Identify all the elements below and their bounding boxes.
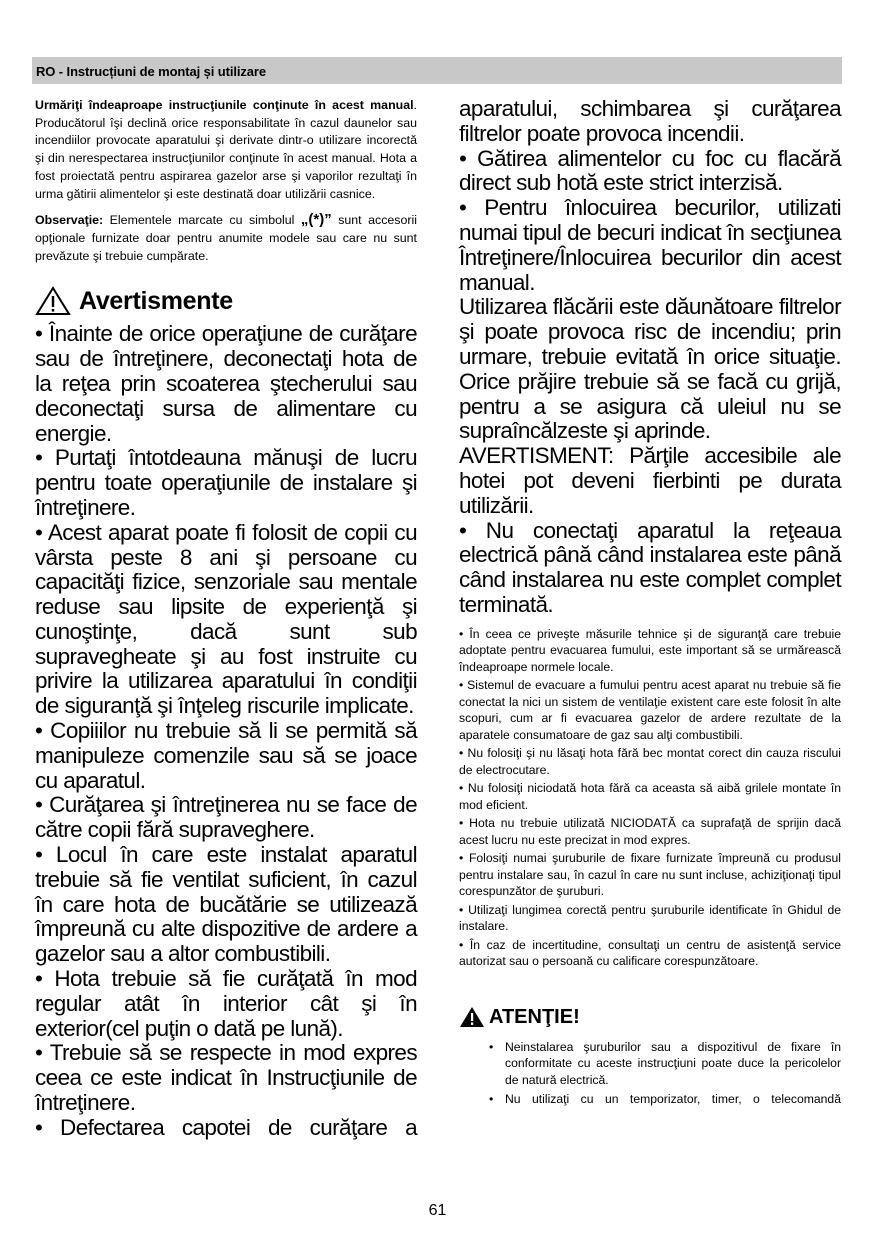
warning-paragraph: • Gătirea alimentelor cu foc cu flacără direct sub hotă este strict interzisă.	[459, 145, 841, 196]
atentie-item: • Nu utilizaţi cu un temporizator, timer, o telecomandă	[505, 1091, 841, 1108]
observation-text-after: sunt accesorii opţionale furnizate doar pentru anumite modele sau care nu sunt prevăzute şi trebuie cumpărate.	[35, 213, 417, 263]
warning-triangle-icon	[35, 286, 71, 316]
warning-paragraph: • Pentru înlocuirea becurilor, utilizati numai tipul de becuri indicat în secţiunea Întreţinere/Înlocuirea becurilor din acest manual.	[459, 195, 841, 295]
observation-paragraph	[35, 211, 417, 265]
intro-paragraph	[35, 97, 417, 203]
page-number: 61	[428, 1202, 447, 1219]
warning-paragraph: • Înainte de orice operaţiune de curăţare sau de întreţinere, deconectaţi hota de la reţea prin scoaterea ştecherului sau deconectaţi sursa de alimentare cu energie.	[35, 321, 417, 446]
observation-text-before: Elementele marcate cu simbolul	[103, 213, 301, 228]
warning-paragraph: • Defectarea capotei de curăţare a	[35, 1114, 417, 1140]
warning-paragraph: aparatului, schimbarea şi curăţarea filtrelor poate provoca incendii.	[459, 96, 841, 146]
atentie-heading	[459, 1006, 841, 1029]
warning-small-paragraph: • Sistemul de evacuare a fumului pentru acest aparat nu trebuie să fie conectat la nici un sistem de ventilaţie existent care este folosit în alte scopuri, cum ar fi evacuarea gazelor de ardere rezultate de la aparatele consumatoare de gaz sau alţi combustibili.	[459, 678, 841, 742]
intro-text: . Producătorul îşi declină orice responsabilitate în cazul daunelor sau incendiilor provocate aparatului şi derivate dintr-o utilizare incorectă şi din nerespectarea instrucţiunilor conţinute în acest manual. Hota a fost proiectată pentru aspirarea gazelor arse şi vaporilor rezultaţi în urma gătirii alimentelor şi este destinată doar utilizării casnice.	[35, 98, 417, 201]
observation-symbol: „(*)”	[300, 211, 332, 229]
warning-paragraph: • Acest aparat poate fi folosit de copii cu vârsta peste 8 ani şi persoane cu capacităţi fizice, senzoriale sau mentale reduse sau lipsite de experienţă şi cunoştinţe, dacă sunt sub supravegheate şi au fost instruite cu privire la utilizarea aparatului în condiţii de siguranţă şi înţeleg riscurile implicate.	[35, 519, 417, 719]
warning-paragraph: • Locul în care este instalat aparatul trebuie să fie ventilat suficient, în cazul în care hota de bucătărie se utilizează împreună cu alte dispozitive de ardere a gazelor sau a altor combustibili.	[35, 842, 417, 967]
warning-small-paragraph: • În caz de incertitudine, consultaţi un centru de asistenţă service autorizat sau o persoană cu calificare corespunzătoare.	[459, 937, 841, 969]
warnings-right-list	[459, 97, 841, 618]
header-title: RO - Instrucțiuni de montaj și utilizare	[36, 64, 267, 79]
warning-small-paragraph: • Nu folosiţi niciodată hota fără ca aceasta să aibă grilele montate în mod eficient.	[459, 781, 841, 812]
warning-small-paragraph: • Utilizaţi lungimea corectă pentru şuruburile identificate în Ghidul de instalare.	[459, 902, 841, 934]
atentie-item: • Neinstalarea şuruburilor sau a dispozitivul de fixare în conformitate cu aceste instrucţiuni poate duce la pericolelor de natură electrică.	[505, 1039, 841, 1089]
warning-small-paragraph: • Hota nu trebuie utilizată NICIODATĂ ca suprafaţă de sprijin dacă acest lucru nu este precizat in mod expres.	[459, 816, 841, 847]
warning-paragraph: AVERTISMENT: Părţile accesibile ale hotei pot deveni fierbinti pe durata utilizării.	[459, 443, 841, 518]
warning-paragraph: • Copiiilor nu trebuie să li se permită să manipuleze comenzile sau să se joace cu aparatul.	[35, 718, 417, 793]
warning-filled-triangle-icon	[459, 1006, 485, 1028]
warning-paragraph: • Curăţarea şi întreţinerea nu se face de către copii fără supraveghere.	[35, 792, 417, 843]
warnings-heading	[35, 286, 417, 316]
right-column	[459, 97, 841, 1110]
warnings-title: Avertismente	[79, 286, 233, 315]
page-header	[32, 57, 842, 84]
observation-label: Observaţie:	[35, 213, 104, 228]
atentie-title: ATENŢIE!	[489, 1005, 580, 1028]
warning-small-paragraph: • Folosiţi numai şuruburile de fixare furnizate împreună cu produsul pentru instalare sau, în cazul în care nu sunt incluse, achiziţionaţi tipul corespunzător de şuruburi.	[459, 851, 841, 899]
atentie-list	[459, 1039, 841, 1108]
warning-paragraph: Utilizarea flăcării este dăunătoare filtrelor şi poate provoca risc de incendiu; prin urmare, trebuie evitată în orice situaţie. Orice prăjire trebuie să se facă cu grijă, pentru a se asigura că uleiul nu se supraîncălzeste şi aprinde.	[459, 294, 841, 444]
intro-bold-lead: Urmăriţi îndeaproape instrucţiunile conţinute în acest manual	[35, 98, 414, 112]
left-column	[35, 97, 417, 1141]
warning-paragraph: • Hota trebuie să fie curăţată în mod regular atât în interior cât şi în exterior(cel puţin o dată pe lună).	[35, 966, 417, 1041]
warning-paragraph: • Nu conectaţi aparatul la reţeaua electrică până când instalarea este până când instalarea nu este complet complet terminată.	[459, 517, 841, 617]
warning-paragraph: • Purtaţi întotdeauna mănuşi de lucru pentru toate operaţiunile de instalare şi întreţinere.	[35, 445, 417, 520]
warnings-small-list	[459, 626, 841, 970]
warning-small-paragraph: • În ceea ce priveşte măsurile tehnice şi de siguranţă care trebuie adoptate pentru evacuarea fumului, este important să se urmărească îndeaproape normele locale.	[459, 626, 841, 674]
warnings-left-list	[35, 322, 417, 1140]
warning-small-paragraph: • Nu folosiţi şi nu lăsaţi hota fără bec montat corect din cauza riscului de electrocutare.	[459, 746, 841, 777]
warning-paragraph: • Trebuie să se respecte in mod expres ceea ce este indicat în Instrucţiunile de întreţinere.	[35, 1040, 417, 1116]
